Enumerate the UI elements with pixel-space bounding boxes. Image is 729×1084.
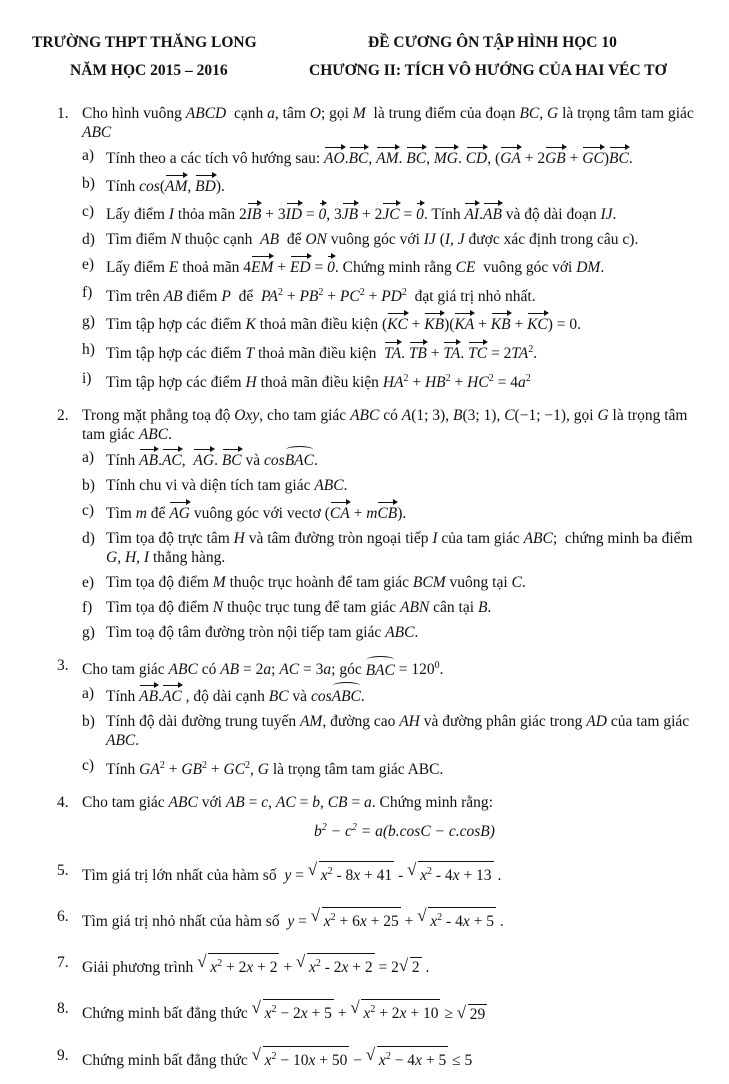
school-name: TRƯỜNG THPT THĂNG LONG: [32, 34, 257, 51]
problem-statement: Chứng minh bất đẳng thức √ $x^2 - 2x + 5$ + √ $x^2 + 2x + 10$ ≥ √ 29: [82, 999, 701, 1023]
problem-1: [0, 104, 729, 392]
problem-2-item-a: a) Tính AB.AC, AG. BC và cosBAC.: [82, 449, 318, 470]
problem-statement: Cho tam giác ABC với AB = c, AC = b, CB = a. Chứng minh rằng:: [82, 793, 493, 811]
problem-statement: Tìm giá trị nhỏ nhất của hàm số y = √ $x^2 + 6x + 25$ + √ $x^2 - 4x + 5$ .: [82, 907, 701, 931]
problem-1-item-i: i) Tìm tập hợp các điểm H thoả mãn điều kiện $HA^2 + HB^2 + HC^2 = 4a^2$: [82, 370, 531, 392]
problem-2-item-g: g) Tìm toạ độ tâm đường tròn nội tiếp tam giác ABC.: [82, 624, 419, 642]
problem-1-item-h: h) Tìm tập hợp các điểm T thoả mãn điều kiện TA. TB + TA. TC = $2TA^2$.: [82, 341, 538, 363]
problem-statement: Chứng minh bất đẳng thức √ $x^2 - 10x + 50$ − √ $x^2 - 4x + 5 \le 5$: [82, 1046, 701, 1070]
problem-1-item-f: f) Tìm trên AB điểm P để $PA^2 + PB^2 + PC^2 + PD^2$ đạt giá trị nhỏ nhất.: [82, 284, 536, 306]
chapter-title: CHƯƠNG II: TÍCH VÔ HƯỚNG CỦA HAI VÉC TƠ: [309, 62, 667, 79]
school-year: NĂM HỌC 2015 – 2016: [70, 62, 228, 79]
problem-2-item-b: b) Tính chu vi và diện tích tam giác ABC.: [82, 477, 348, 495]
problem-statement: Trong mặt phẳng toạ độ Oxy, cho tam giác ABC có A(1; 3), B(3; 1), C(−1; −1), gọi G là trọng tâm tam giác ABC.: [82, 407, 688, 444]
problem-statement: Giải phương trình √ $x^2 + 2x + 2$ + √ $x^2 - 2x + 2 = 2√$ 2 .: [82, 953, 701, 977]
problem-1-item-c: c) Lấy điểm I thỏa mãn 2IB + 3ID = 0, 3JB + 2JC = 0. Tính AI.AB và độ dài đoạn IJ.: [82, 203, 617, 223]
problem-2-item-c: c) Tìm m để AG vuông góc với vectơ (CA + mCB).: [82, 502, 407, 523]
problem-1-item-d: d) Tìm điểm N thuộc cạnh AB để ON vuông góc với IJ (I, J được xác định trong câu c).: [82, 231, 639, 248]
problem-statement: Tìm giá trị lớn nhất của hàm số y = √ $x^2 - 8x + 41$ - √ $x^2 - 4x + 13$ .: [82, 861, 701, 885]
problem-number: 4.: [57, 793, 69, 811]
problem-2-item-e: e) Tìm tọa độ điểm M thuộc trục hoành để tam giác BCM vuông tại C.: [82, 574, 526, 592]
problem-4: [0, 793, 729, 841]
problem-3: [0, 656, 729, 778]
document-header: [0, 34, 729, 84]
problem-list: [0, 104, 729, 1084]
problem-number: 7.: [57, 954, 69, 972]
problem-number: 6.: [57, 908, 69, 926]
problem-number: 8.: [57, 1000, 69, 1018]
problem-1-item-b: b) Tính cos(AM, BD).: [82, 175, 225, 195]
problem-number: 5.: [57, 861, 69, 879]
problem-1-item-e: e) Lấy điểm E thoả mãn 4EM + ED = 0. Chứng minh rằng CE vuông góc với DM.: [82, 256, 605, 276]
problem-number: 9.: [57, 1046, 69, 1064]
problem-3-item-b: b) Tính độ dài đường trung tuyến AM, đường cao AH và đường phân giác trong AD của tam giác ABC.: [82, 712, 690, 749]
problem-number: 1.: [57, 105, 69, 122]
problem-5: [0, 861, 729, 885]
problem-1-item-g: g) Tìm tập hợp các điểm K thoả mãn điều kiện (KC + KB)(KA + KB + KC) = 0.: [82, 313, 582, 334]
problem-statement: Cho tam giác ABC có AB = 2a; AC = 3a; góc BAC = $120^0$.: [82, 656, 701, 679]
problem-7: [0, 953, 729, 977]
problem-1-item-a: a) Tính theo a các tích vô hướng sau: AO.BC, AM. BC, MG. CD, (GA + 2GB + GC)BC.: [82, 147, 633, 167]
problem-2-item-d: d) Tìm tọa độ trực tâm H và tâm đường tròn ngoại tiếp I của tam giác ABC; chứng minh ba điểm G, H, I thẳng hàng.: [82, 530, 693, 567]
problem-number: 2.: [57, 407, 69, 425]
problem-4-formula: $b^2 - c^2 = a(b.\cos C - c.\cos B)$: [314, 821, 495, 840]
document-title: ĐỀ CƯƠNG ÔN TẬP HÌNH HỌC 10: [368, 34, 617, 51]
problem-9: [0, 1046, 729, 1070]
problem-3-item-c: c) Tính $GA^2 + GB^2 + GC^2$, G là trọng tâm tam giác ABC.: [82, 756, 444, 778]
problem-2-item-f: f) Tìm tọa độ điểm N thuộc trục tung để tam giác ABN cân tại B.: [82, 599, 492, 617]
problem-2: [0, 406, 729, 642]
problem-number: 3.: [57, 657, 69, 675]
problem-8: [0, 999, 729, 1023]
problem-statement: Cho hình vuông ABCD cạnh a, tâm O; gọi M là trung điểm của đoạn BC, G là trọng tâm tam giác ABC: [82, 105, 694, 141]
problem-6: [0, 907, 729, 931]
problem-3-item-a: a) Tính AB.AC , độ dài cạnh BC và cosABC.: [82, 684, 365, 705]
